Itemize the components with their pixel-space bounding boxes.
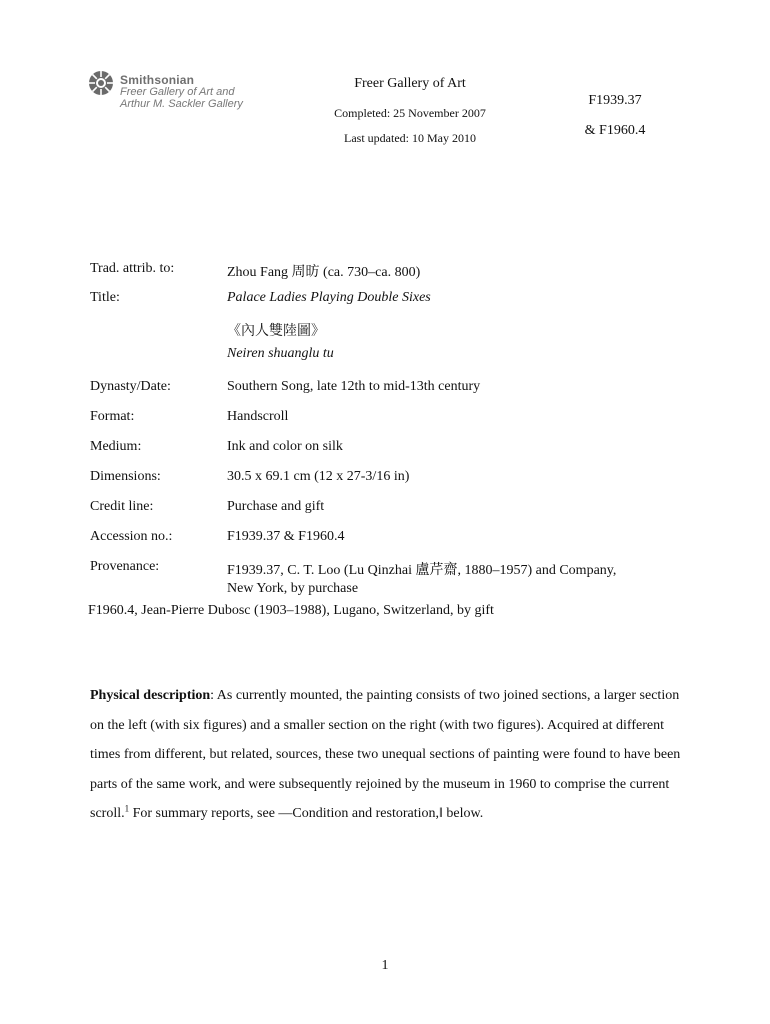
- gallery-title: Freer Gallery of Art: [354, 76, 466, 91]
- field-label: Dynasty/Date:: [90, 379, 171, 394]
- field-label: Trad. attrib. to:: [90, 261, 175, 276]
- logo-smithsonian: Smithsonian: [120, 73, 195, 87]
- field-label: Title:: [90, 290, 120, 305]
- footnote-reference[interactable]: 1: [124, 803, 130, 814]
- field-label: Format:: [90, 409, 135, 424]
- provenance-line-2: New York, by purchase: [227, 581, 359, 596]
- field-row-provenance: [90, 559, 690, 619]
- title-english: Palace Ladies Playing Double Sixes: [227, 290, 431, 305]
- physical-description-text-cont: For summary reports, see ―Condition and restoration,‖ below.: [129, 806, 484, 821]
- field-value: F1939.37 & F1960.4: [227, 529, 345, 544]
- field-row-accession: [90, 529, 690, 559]
- field-value: Purchase and gift: [227, 499, 325, 514]
- title-chinese: 《內人雙陸圖》: [227, 324, 325, 339]
- logo-sackler: Arthur M. Sackler Gallery: [120, 98, 243, 110]
- accession-number-2: & F1960.4: [584, 123, 646, 138]
- field-value: 30.5 x 69.1 cm (12 x 27-3/16 in): [227, 469, 410, 484]
- field-value: Zhou Fang 周昉 (ca. 730–ca. 800): [227, 265, 421, 280]
- physical-description-heading: Physical description: [90, 688, 211, 703]
- provenance-line-3: F1960.4, Jean-Pierre Dubosc (1903–1988), Lugano, Switzerland, by gift: [88, 603, 494, 618]
- accession-number-1: F1939.37: [588, 93, 642, 108]
- smithsonian-logo: [88, 70, 258, 116]
- field-label: Medium:: [90, 439, 142, 454]
- field-row-attribution: [90, 261, 690, 290]
- field-row-medium: [90, 439, 690, 469]
- field-row-credit: [90, 499, 690, 529]
- field-value: Ink and color on silk: [227, 439, 343, 454]
- last-updated-date: Last updated: 10 May 2010: [344, 131, 476, 145]
- field-label: Accession no.:: [90, 529, 173, 544]
- field-value: Handscroll: [227, 409, 289, 424]
- header-center: [300, 76, 520, 146]
- provenance-line-1: F1939.37, C. T. Loo (Lu Qinzhai 盧芹齋, 1880–1957) and Company,: [227, 563, 617, 578]
- field-row-format: [90, 409, 690, 439]
- page-number: 1: [381, 958, 389, 973]
- object-fields: [90, 261, 690, 619]
- field-row-title: [90, 290, 690, 379]
- field-value: Southern Song, late 12th to mid-13th century: [227, 379, 481, 394]
- field-label: Credit line:: [90, 499, 154, 514]
- logo-freer: Freer Gallery of Art and: [120, 86, 235, 98]
- field-row-dynasty: [90, 379, 690, 409]
- field-label: Provenance:: [90, 559, 160, 574]
- physical-description-text: : As currently mounted, the painting consists of two joined sections, a larger section on the left (with six figures) and a smaller section on the right (with two figures). Acquired at different times from different, but related, sources, these two unequal sections of painting were found to have been parts of the same work, and were subsequently rejoined by the museum in 1960 to comprise the current scroll.: [90, 688, 681, 821]
- physical-description-paragraph: [90, 681, 690, 829]
- logo-text: [120, 74, 243, 110]
- field-row-dimensions: [90, 469, 690, 499]
- completed-date: Completed: 25 November 2007: [334, 106, 486, 120]
- header-accession: [560, 93, 670, 139]
- smithsonian-sunburst-icon: [88, 70, 114, 96]
- title-pinyin: Neiren shuanglu tu: [227, 346, 334, 361]
- field-label: Dimensions:: [90, 469, 161, 484]
